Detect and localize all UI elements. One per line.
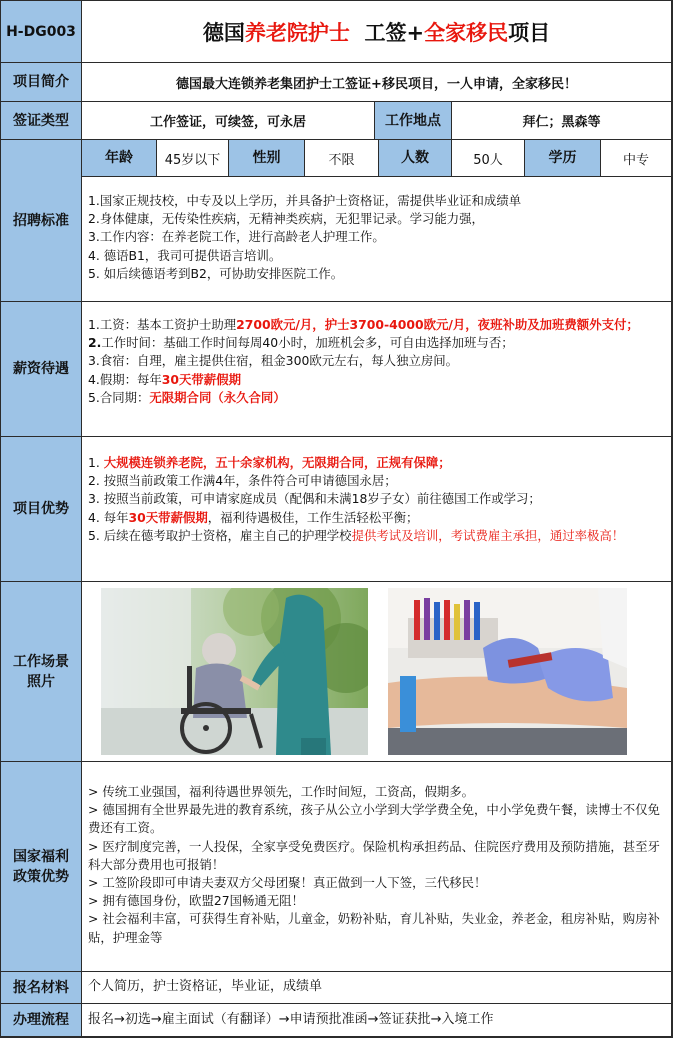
line-segment: > 传统工业强国，福利待遇世界领先，工作时间短，工资高，假期多。 bbox=[88, 784, 475, 799]
line-segment: 1. bbox=[88, 455, 104, 470]
content-line bbox=[88, 334, 665, 352]
content-line bbox=[88, 265, 665, 283]
age-value: 45岁以下 bbox=[157, 140, 229, 177]
content-line bbox=[88, 371, 665, 389]
content-line bbox=[88, 228, 665, 246]
content-line bbox=[88, 472, 665, 490]
line-segment: ，福利待遇极佳，工作生活轻松平衡； bbox=[207, 509, 419, 525]
materials-label: 报名材料 bbox=[1, 972, 82, 1004]
content-line bbox=[88, 783, 665, 801]
content-line bbox=[88, 454, 665, 472]
line-segment: 3.工作内容：在养老院工作，进行高龄老人护理工作。 bbox=[88, 229, 385, 245]
content-line bbox=[88, 838, 665, 874]
content-line bbox=[88, 192, 665, 210]
line-segment: 3. 按照当前政策，可申请家庭成员（配偶和未满18岁子女）前往德国工作或学习； bbox=[88, 491, 541, 507]
visa-value: 工作签证，可续签，可永居 bbox=[82, 102, 375, 140]
title-part: 德国 bbox=[202, 20, 245, 45]
intro-label: 项目简介 bbox=[1, 63, 82, 102]
intro-text: 德国最大连锁养老集团护士工签证+移民项目，一人申请，全家移民！ bbox=[82, 63, 672, 102]
age-label: 年龄 bbox=[82, 140, 157, 177]
process-label: 办理流程 bbox=[1, 1004, 82, 1037]
content-line bbox=[88, 247, 665, 265]
line-segment: 1.工资：基本工资护士助理 bbox=[88, 317, 237, 332]
line-segment: 2. 按照当前政策工作满4年，条件符合可申请德国永居； bbox=[88, 473, 397, 489]
advantages-lines bbox=[88, 454, 665, 545]
gender-label: 性别 bbox=[229, 140, 305, 177]
line-segment: 5. 后续在德考取护士资格，雇主自己的护理学校 bbox=[88, 527, 352, 543]
content-line bbox=[88, 316, 665, 334]
content-line bbox=[88, 910, 665, 946]
line-segment: 30天带薪假期 bbox=[128, 509, 208, 525]
line-segment: 2. bbox=[88, 335, 102, 351]
blood-draw-photo bbox=[388, 588, 627, 755]
page-title bbox=[82, 1, 672, 63]
headcount-value: 50人 bbox=[452, 140, 525, 177]
welfare-content bbox=[82, 762, 672, 972]
salary-content bbox=[82, 302, 672, 437]
title-part: 全家移民 bbox=[424, 20, 509, 45]
line-segment: > 医疗制度完善，一人投保，全家享受免费医疗。保险机构承担药品、住院医疗费用及预防措施，甚至牙科大部分费用也可报销！ bbox=[88, 838, 660, 872]
recruit-content bbox=[82, 177, 672, 302]
welfare-label-text: 国家福利 政策优势 bbox=[13, 848, 69, 885]
headcount-label: 人数 bbox=[379, 140, 452, 177]
recruit-lines bbox=[88, 192, 665, 283]
process-text: 报名→初选→雇主面试（有翻译）→申请预批准函→签证获批→入境工作 bbox=[82, 1004, 672, 1037]
line-segment: 无限期合同（永久合同） bbox=[149, 389, 286, 405]
line-segment: 大规模连锁养老院，五十余家机构，无限期合同，正规有保障； bbox=[103, 455, 451, 470]
content-line bbox=[88, 389, 665, 407]
location-value: 拜仁；黑森等 bbox=[452, 102, 672, 140]
title-part: 工签+ bbox=[349, 20, 425, 45]
line-segment: 30天带薪假期 bbox=[161, 371, 241, 387]
caregiver-wheelchair-photo bbox=[101, 588, 368, 755]
line-segment: 1.国家正规技校，中专及以上学历，并具备护士资格证，需提供毕业证和成绩单 bbox=[88, 193, 522, 208]
salary-label: 薪资待遇 bbox=[1, 302, 82, 437]
content-line bbox=[88, 509, 665, 527]
line-segment: > 拥有德国身份，欧盟27国畅通无阻！ bbox=[88, 893, 304, 909]
content-line bbox=[88, 527, 665, 545]
location-label: 工作地点 bbox=[375, 102, 452, 140]
visa-label: 签证类型 bbox=[1, 102, 82, 140]
materials-text: 个人简历，护士资格证，毕业证，成绩单 bbox=[82, 972, 672, 1004]
line-segment: 4.假期：每年 bbox=[88, 371, 162, 387]
advantages-label: 项目优势 bbox=[1, 437, 82, 582]
line-segment: 5.合同期： bbox=[88, 389, 150, 405]
content-line bbox=[88, 874, 665, 892]
line-segment: > 社会福利丰富，可获得生育补贴，儿童金，奶粉补贴，育儿补贴，失业金，养老金，租房补贴，购房补贴，护理金等 bbox=[88, 911, 660, 945]
content-line bbox=[88, 490, 665, 508]
photos-label bbox=[1, 582, 82, 762]
line-segment: 2700欧元/月，护士3700-4000欧元/月，夜班补助及加班费额外支付； bbox=[236, 317, 639, 332]
title-part: 养老院护士 bbox=[244, 20, 350, 45]
welfare-label bbox=[1, 762, 82, 972]
line-segment: 3.食宿：自理，雇主提供住宿，租金300欧元左右，每人独立房间。 bbox=[88, 353, 459, 369]
line-segment: 4. 德语B1，我司可提供语言培训。 bbox=[88, 247, 282, 263]
welfare-lines bbox=[88, 783, 665, 947]
line-segment: 4. 每年 bbox=[88, 509, 129, 525]
gender-value: 不限 bbox=[305, 140, 379, 177]
project-code: H-DG003 bbox=[1, 1, 82, 63]
line-segment: 工作时间：基础工作时间每周40小时，加班机会多，可自由选择加班与否； bbox=[101, 335, 514, 351]
education-label: 学历 bbox=[525, 140, 601, 177]
line-segment: > 工签阶段即可申请夫妻双方父母团聚！真正做到一人下签，三代移民！ bbox=[88, 875, 487, 891]
education-value: 中专 bbox=[601, 140, 672, 177]
content-line bbox=[88, 210, 665, 228]
line-segment: 提供考试及培训，考试费雇主承担，通过率极高！ bbox=[351, 527, 625, 543]
recruit-label: 招聘标准 bbox=[1, 140, 82, 302]
content-line bbox=[88, 801, 665, 837]
line-segment: 5. 如后续德语考到B2，可协助安排医院工作。 bbox=[88, 265, 344, 281]
advantages-content bbox=[82, 437, 672, 582]
photos-label-text: 工作场景 照片 bbox=[13, 653, 69, 690]
salary-lines bbox=[88, 316, 665, 407]
content-line bbox=[88, 352, 665, 370]
line-segment: > 德国拥有全世界最先进的教育系统，孩子从公立小学到大学学费全免，中小学免费午餐，读博士不仅免费还有工资。 bbox=[88, 802, 660, 836]
content-line bbox=[88, 892, 665, 910]
line-segment: 2.身体健康，无传染性疾病，无精神类疾病，无犯罪记录。学习能力强， bbox=[88, 211, 484, 227]
title-part: 项目 bbox=[508, 20, 551, 45]
